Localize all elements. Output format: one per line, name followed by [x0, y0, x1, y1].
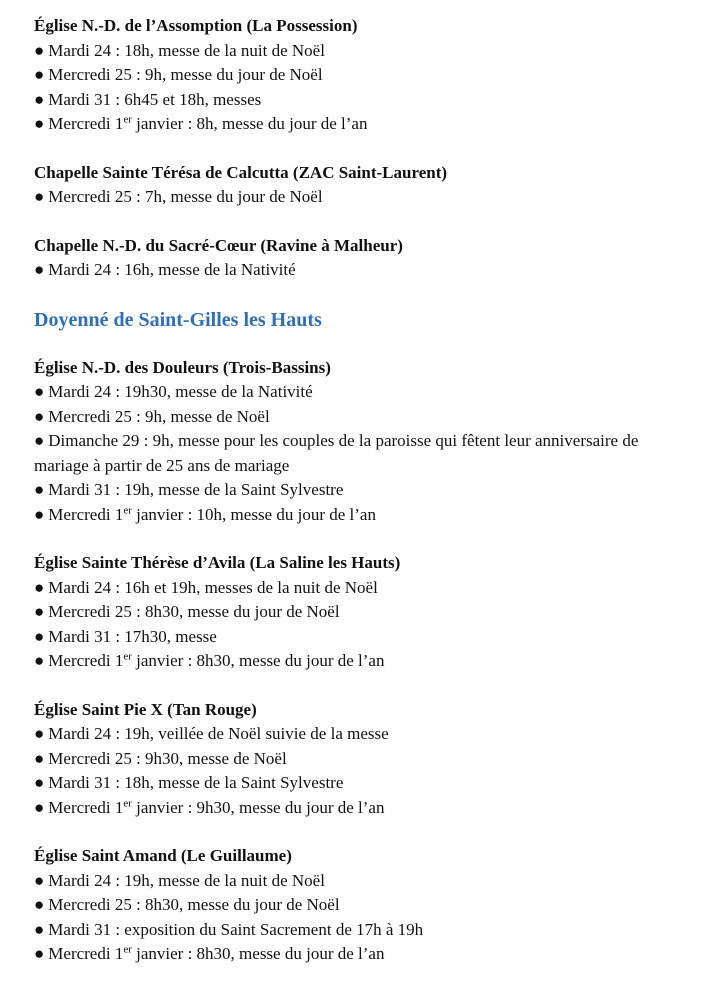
schedule-text: Mardi 24 : 19h, veillée de Noël suivie de la messe: [48, 724, 389, 743]
bullet-icon: ●: [34, 919, 45, 939]
bullet-icon: ●: [34, 626, 45, 646]
bullet-icon: ●: [34, 406, 45, 426]
schedule-text: Mardi 24 : 16h, messe de la Nativité: [48, 260, 296, 279]
church-section: [34, 844, 684, 967]
schedule-text: Mercredi 1: [48, 797, 124, 817]
bullet-icon: ●: [34, 89, 45, 109]
schedule-text: Mardi 31 : exposition du Saint Sacrement de 17h à 19h: [48, 919, 424, 939]
church-section: [34, 14, 684, 137]
schedule-text: Mardi 24 : 16h et 19h, messes de la nuit de Noël: [48, 577, 378, 597]
schedule-text: Mardi 24 : 18h, messe de la nuit de Noël: [48, 40, 325, 60]
schedule-text: Mardi 31 : 6h45 et 18h, messes: [48, 89, 262, 109]
schedule-text: Mardi 31 : 17h30, messe: [48, 626, 217, 646]
schedule-item: [34, 185, 684, 210]
mass-schedule-page: [34, 14, 684, 991]
bullet-icon: ●: [34, 65, 45, 84]
schedule-text: Dimanche 29 : 9h, messe pour les couples de la paroisse qui fêtent leur anniversaire de mariage à partir de 25 ans de mariage: [34, 431, 639, 475]
schedule-item: [34, 380, 684, 405]
schedule-text: Mercredi 1: [48, 651, 124, 670]
schedule-list: [34, 258, 684, 283]
ordinal-superscript: er: [123, 113, 132, 126]
schedule-item: [34, 625, 684, 650]
bullet-icon: ●: [34, 748, 45, 768]
ordinal-superscript: er: [123, 650, 132, 663]
schedule-item: [34, 747, 684, 772]
schedule-text: Mardi 24 : 19h, messe de la nuit de Noël: [48, 870, 325, 890]
church-title: Église Sainte Thérèse d’Avila (La Saline les Hauts): [34, 553, 401, 572]
bullet-icon: ●: [34, 773, 45, 792]
schedule-text: Mercredi 25 : 9h, messe du jour de Noël: [48, 65, 323, 84]
schedule-item: [34, 649, 684, 674]
schedule-item: [34, 112, 684, 137]
schedule-list: [34, 869, 684, 967]
schedule-text-suffix: janvier : 8h30, messe du jour de l’an: [131, 651, 385, 670]
schedule-item: [34, 722, 684, 747]
schedule-text: Mercredi 25 : 8h30, messe du jour de Noël: [48, 895, 340, 914]
upper-sections: [34, 14, 684, 283]
bullet-icon: ●: [34, 895, 45, 914]
schedule-item: [34, 39, 684, 64]
schedule-item: [34, 576, 684, 601]
schedule-text-suffix: janvier : 8h, messe du jour de l’an: [131, 114, 368, 133]
bullet-icon: ●: [34, 504, 45, 524]
church-section: [34, 551, 684, 674]
bullet-icon: ●: [34, 382, 45, 401]
church-title: Église N.-D. de l’Assomption (La Possession): [34, 16, 358, 35]
schedule-text-suffix: janvier : 10h, messe du jour de l’an: [131, 504, 376, 524]
schedule-text: Mercredi 25 : 9h, messe de Noël: [48, 406, 270, 426]
church-title: Église Saint Pie X (Tan Rouge): [34, 699, 257, 719]
church-title: Chapelle N.-D. du Sacré-Cœur (Ravine à Malheur): [34, 235, 403, 255]
bullet-icon: ●: [34, 431, 45, 450]
schedule-text-suffix: janvier : 8h30, messe du jour de l’an: [131, 944, 385, 963]
bullet-icon: ●: [34, 260, 45, 279]
schedule-text: Mercredi 25 : 7h, messe du jour de Noël: [48, 187, 323, 206]
schedule-item: [34, 429, 684, 478]
church-title: Église Saint Amand (Le Guillaume): [34, 846, 292, 865]
schedule-list: [34, 380, 684, 527]
bullet-icon: ●: [34, 40, 45, 60]
bullet-icon: ●: [34, 480, 45, 499]
schedule-item: [34, 942, 684, 967]
schedule-text: Mercredi 1: [48, 944, 124, 963]
bullet-icon: ●: [34, 577, 45, 597]
bullet-icon: ●: [34, 944, 45, 963]
schedule-list: [34, 576, 684, 674]
church-section: [34, 698, 684, 821]
schedule-list: [34, 185, 684, 210]
schedule-item: [34, 918, 684, 943]
schedule-text-suffix: janvier : 9h30, messe du jour de l’an: [131, 797, 385, 817]
schedule-text: Mardi 31 : 19h, messe de la Saint Sylvestre: [48, 480, 344, 499]
deanery-title: Doyenné de Saint-Gilles les Hauts: [34, 308, 322, 331]
schedule-text: Mercredi 1: [48, 504, 124, 524]
schedule-text: Mercredi 1: [48, 114, 124, 133]
schedule-item: [34, 503, 684, 528]
schedule-list: [34, 39, 684, 137]
church-section: [34, 356, 684, 528]
bullet-icon: ●: [34, 187, 45, 206]
church-section: [34, 161, 684, 210]
schedule-item: [34, 893, 684, 918]
schedule-text: Mercredi 25 : 8h30, messe du jour de Noël: [48, 602, 340, 621]
ordinal-superscript: er: [123, 503, 132, 516]
schedule-item: [34, 478, 684, 503]
schedule-text: Mardi 24 : 19h30, messe de la Nativité: [48, 382, 313, 401]
schedule-item: [34, 600, 684, 625]
church-title: Chapelle Sainte Térésa de Calcutta (ZAC Saint-Laurent): [34, 162, 448, 182]
bullet-icon: ●: [34, 651, 45, 670]
schedule-item: [34, 88, 684, 113]
schedule-item: [34, 405, 684, 430]
schedule-text: Mercredi 25 : 9h30, messe de Noël: [48, 748, 287, 768]
church-section: [34, 234, 684, 283]
ordinal-superscript: er: [123, 796, 132, 809]
schedule-list: [34, 722, 684, 820]
schedule-item: [34, 869, 684, 894]
deanery-sections: [34, 356, 684, 967]
schedule-item: [34, 771, 684, 796]
schedule-text: Mardi 31 : 18h, messe de la Saint Sylvestre: [48, 773, 344, 792]
schedule-item: [34, 796, 684, 821]
bullet-icon: ●: [34, 602, 45, 621]
schedule-item: [34, 258, 684, 283]
church-title: Église N.-D. des Douleurs (Trois-Bassins): [34, 357, 331, 377]
bullet-icon: ●: [34, 870, 45, 890]
bullet-icon: ●: [34, 114, 45, 133]
ordinal-superscript: er: [123, 943, 132, 956]
bullet-icon: ●: [34, 797, 45, 817]
bullet-icon: ●: [34, 724, 45, 743]
schedule-item: [34, 63, 684, 88]
